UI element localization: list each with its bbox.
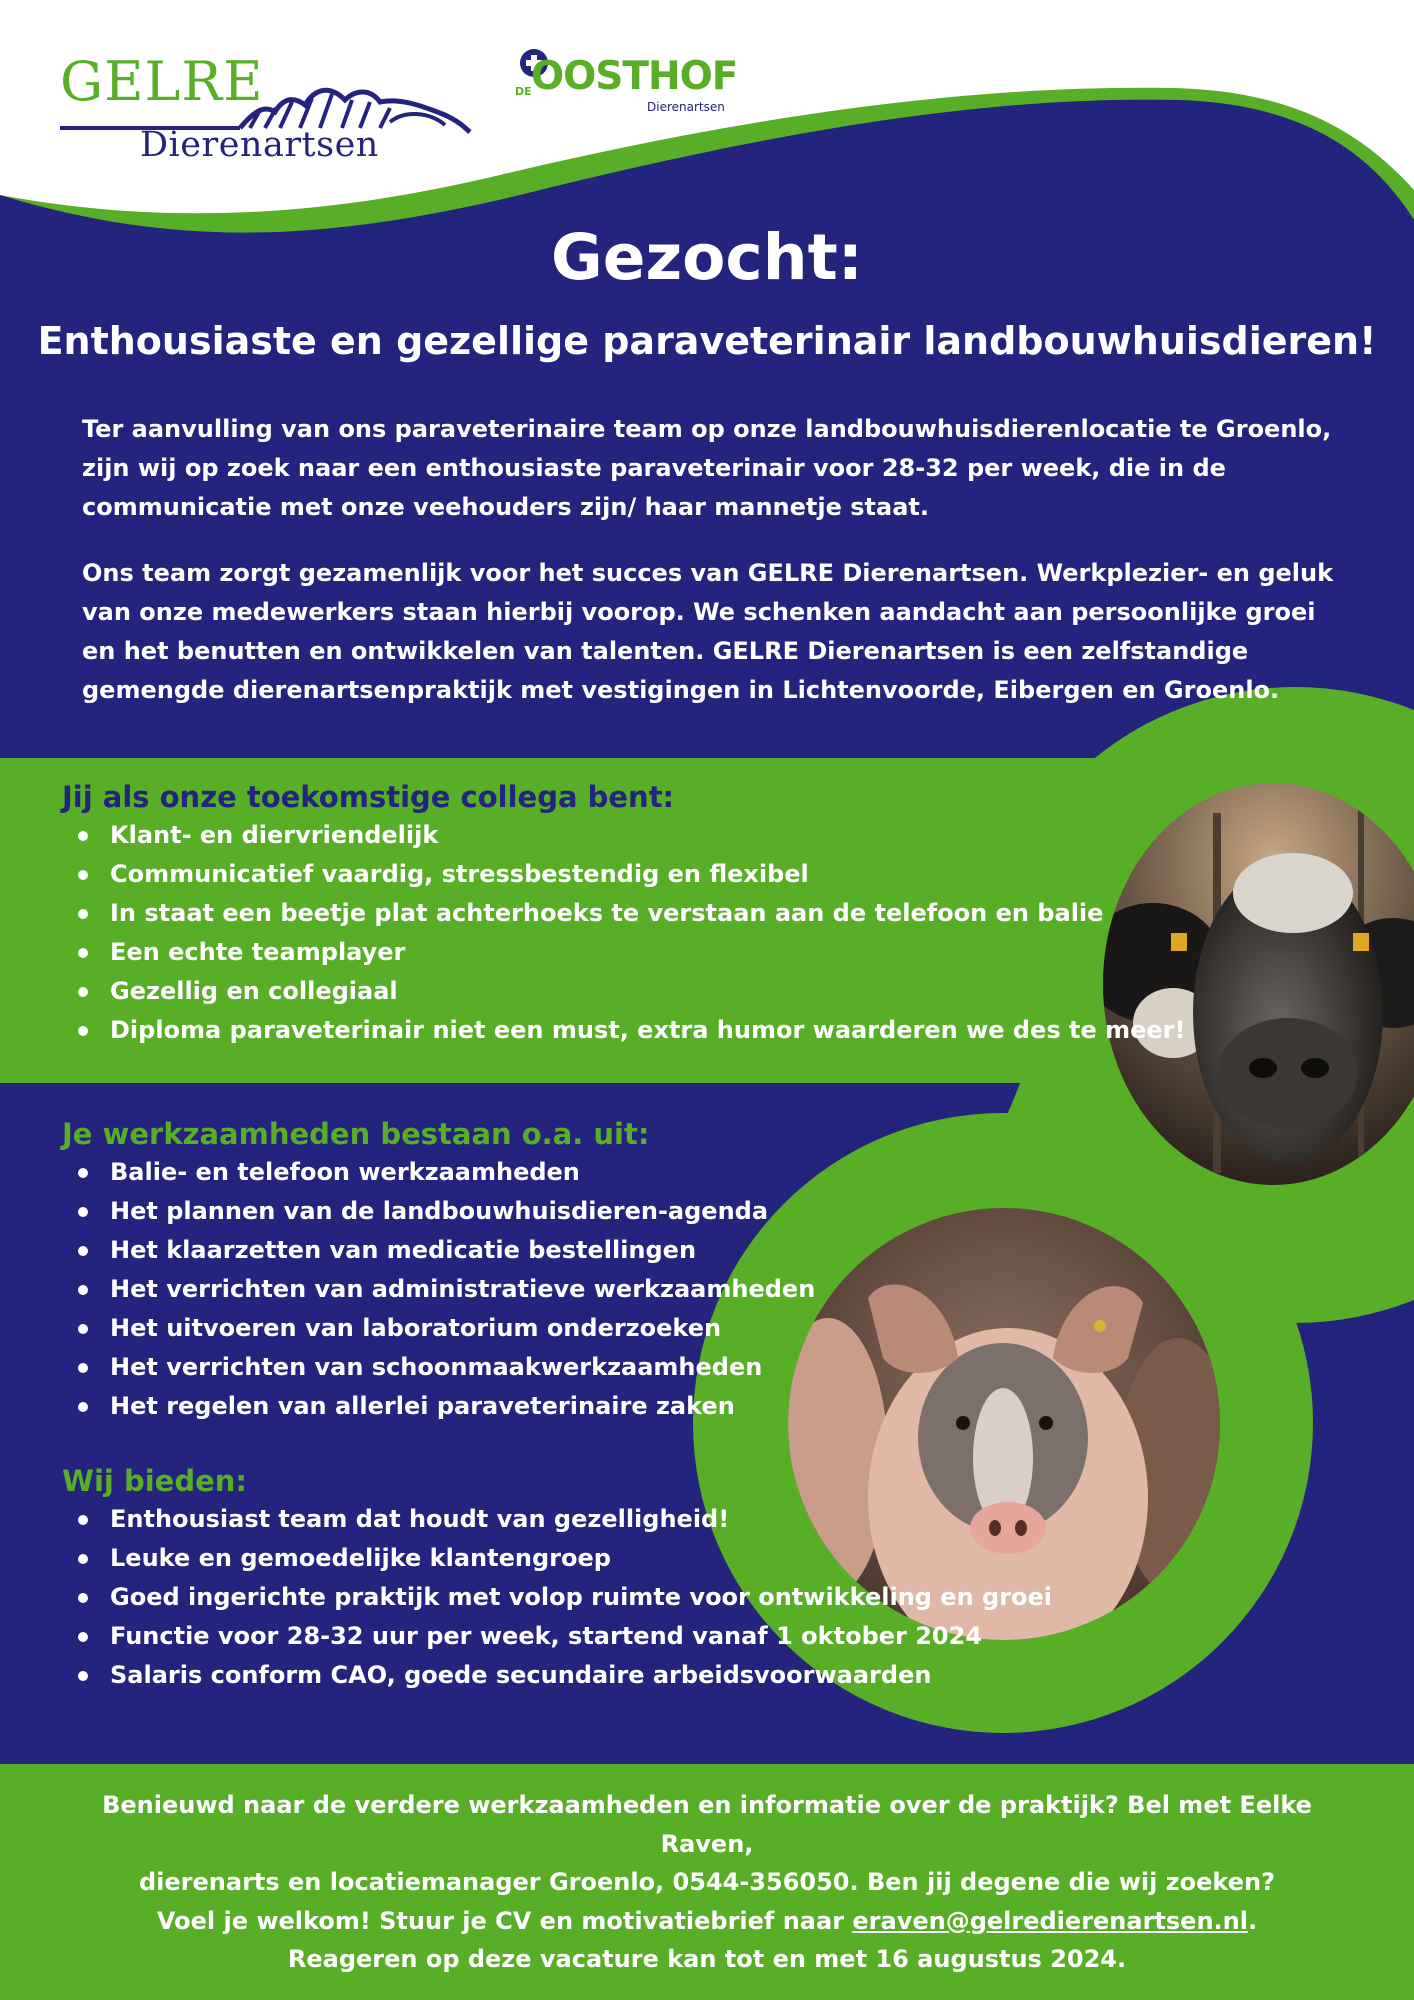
footer-line-3-post: . bbox=[1247, 1906, 1258, 1935]
gelre-logo-word: GELRE bbox=[60, 50, 264, 113]
footer-line-3-pre: Voel je welkom! Stuur je CV en motivatiebrief naar bbox=[156, 1906, 853, 1935]
list-item bbox=[62, 1153, 815, 1192]
bullet-icon bbox=[78, 831, 88, 841]
list-item-text: Goed ingerichte praktijk met volop ruimte voor ontwikkeling en groei bbox=[110, 1583, 1053, 1611]
bullet-icon bbox=[78, 1593, 88, 1603]
email-link[interactable]: eraven@gelredierenartsen.nl bbox=[852, 1906, 1248, 1935]
tasks-list bbox=[62, 1153, 815, 1426]
bullet-icon bbox=[78, 987, 88, 997]
list-item-text: Diploma paraveterinair niet een must, extra humor waarderen we des te meer! bbox=[110, 1016, 1186, 1044]
bullet-icon bbox=[78, 909, 88, 919]
list-item-text: Het verrichten van administratieve werkzaamheden bbox=[110, 1275, 816, 1303]
list-item bbox=[62, 1500, 1052, 1539]
list-item bbox=[62, 1011, 1185, 1050]
gelre-logo-sub: Dierenartsen bbox=[140, 125, 379, 165]
list-item-text: Een echte teamplayer bbox=[110, 938, 406, 966]
list-item-text: Het uitvoeren van laboratorium onderzoeken bbox=[110, 1314, 722, 1342]
bullet-icon bbox=[78, 1402, 88, 1412]
oosthof-logo-word: OOSTHOF bbox=[531, 54, 738, 99]
bullet-icon bbox=[78, 1363, 88, 1373]
list-item bbox=[62, 894, 1185, 933]
bullet-icon bbox=[78, 1554, 88, 1564]
bullet-icon bbox=[78, 1168, 88, 1178]
list-item bbox=[62, 972, 1185, 1011]
list-item bbox=[62, 1617, 1052, 1656]
oosthof-logo-sub: Dierenartsen bbox=[647, 100, 725, 114]
offer-section bbox=[62, 1462, 1052, 1695]
list-item-text: Gezellig en collegiaal bbox=[110, 977, 398, 1005]
qualities-heading: Jij als onze toekomstige collega bent: bbox=[62, 780, 675, 814]
tasks-section bbox=[62, 1115, 815, 1426]
list-item-text: Het klaarzetten van medicatie bestellingen bbox=[110, 1236, 697, 1264]
list-item bbox=[62, 1578, 1052, 1617]
qualities-list bbox=[62, 816, 1185, 1050]
offer-list bbox=[62, 1500, 1052, 1695]
list-item-text: Functie voor 28-32 uur per week, startend vanaf 1 oktober 2024 bbox=[110, 1622, 983, 1650]
list-item-text: In staat een beetje plat achterhoeks te verstaan aan de telefoon en balie bbox=[110, 899, 1104, 927]
list-item-text: Salaris conform CAO, goede secundaire arbeidsvoorwaarden bbox=[110, 1661, 932, 1689]
list-item bbox=[62, 1231, 815, 1270]
bullet-icon bbox=[78, 1671, 88, 1681]
intro-paragraph-2: Ons team zorgt gezamenlijk voor het succes van GELRE Dierenartsen. Werkplezier- en geluk van onze medewerkers staan hierbij voorop. We schenken aandacht aan persoonlijke groei en het benutten en ontwikkelen van talenten. GELRE Dierenartsen is een zelfstandige gemengde dierenartsenpraktijk met vestigingen in Lichtenvoorde, Eibergen en Groenlo. bbox=[82, 559, 1334, 704]
footer-contact bbox=[60, 1786, 1354, 1979]
bullet-icon bbox=[78, 1026, 88, 1036]
list-item bbox=[62, 933, 1185, 972]
list-item-text: Communicatief vaardig, stressbestendig en flexibel bbox=[110, 860, 809, 888]
list-item bbox=[62, 1656, 1052, 1695]
bullet-icon bbox=[78, 948, 88, 958]
bullet-icon bbox=[78, 1632, 88, 1642]
footer-line-2: dierenarts en locatiemanager Groenlo, 0544-356050. Ben jij degene die wij zoeken? bbox=[138, 1868, 1276, 1896]
list-item bbox=[62, 1387, 815, 1426]
list-item-text: Het plannen van de landbouwhuisdieren-agenda bbox=[110, 1197, 769, 1225]
bullet-icon bbox=[78, 1285, 88, 1295]
page-subtitle: Enthousiaste en gezellige paraveterinair landbouwhuisdieren! bbox=[37, 319, 1377, 363]
offer-heading: Wij bieden: bbox=[62, 1464, 248, 1498]
oosthof-logo bbox=[515, 45, 738, 120]
list-item-text: Leuke en gemoedelijke klantengroep bbox=[110, 1544, 611, 1572]
list-item bbox=[62, 1539, 1052, 1578]
bullet-icon bbox=[78, 1515, 88, 1525]
page-title: Gezocht: bbox=[551, 221, 863, 294]
oosthof-logo-prefix: DE bbox=[515, 85, 532, 98]
bullet-icon bbox=[78, 870, 88, 880]
footer-line-3 bbox=[60, 1902, 1354, 1941]
gelre-logo bbox=[60, 50, 480, 170]
footer-line-4: Reageren op deze vacature kan tot en met 16 augustus 2024. bbox=[287, 1945, 1127, 1973]
list-item bbox=[62, 1192, 815, 1231]
bullet-icon bbox=[78, 1246, 88, 1256]
list-item-text: Klant- en diervriendelijk bbox=[110, 821, 439, 849]
bullet-icon bbox=[78, 1207, 88, 1217]
tasks-heading: Je werkzaamheden bestaan o.a. uit: bbox=[62, 1117, 650, 1151]
list-item bbox=[62, 1270, 815, 1309]
qualities-section bbox=[62, 778, 1185, 1050]
list-item bbox=[62, 1348, 815, 1387]
list-item-text: Het verrichten van schoonmaakwerkzaamheden bbox=[110, 1353, 763, 1381]
list-item-text: Balie- en telefoon werkzaamheden bbox=[110, 1158, 580, 1186]
list-item bbox=[62, 816, 1185, 855]
bullet-icon bbox=[78, 1324, 88, 1334]
list-item-text: Het regelen van allerlei paraveterinaire zaken bbox=[110, 1392, 735, 1420]
footer-line-1: Benieuwd naar de verdere werkzaamheden en informatie over de praktijk? Bel met Eelke Raven, bbox=[102, 1791, 1312, 1858]
list-item bbox=[62, 855, 1185, 894]
list-item bbox=[62, 1309, 815, 1348]
list-item-text: Enthousiast team dat houdt van gezelligheid! bbox=[110, 1505, 730, 1533]
intro-paragraph-1: Ter aanvulling van ons paraveterinaire team op onze landbouwhuisdierenlocatie te Groenlo, zijn wij op zoek naar een enthousiaste paraveterinair voor 28-32 per week, die in de communicatie met onze veehouders zijn/ haar mannetje staat. bbox=[82, 415, 1332, 521]
